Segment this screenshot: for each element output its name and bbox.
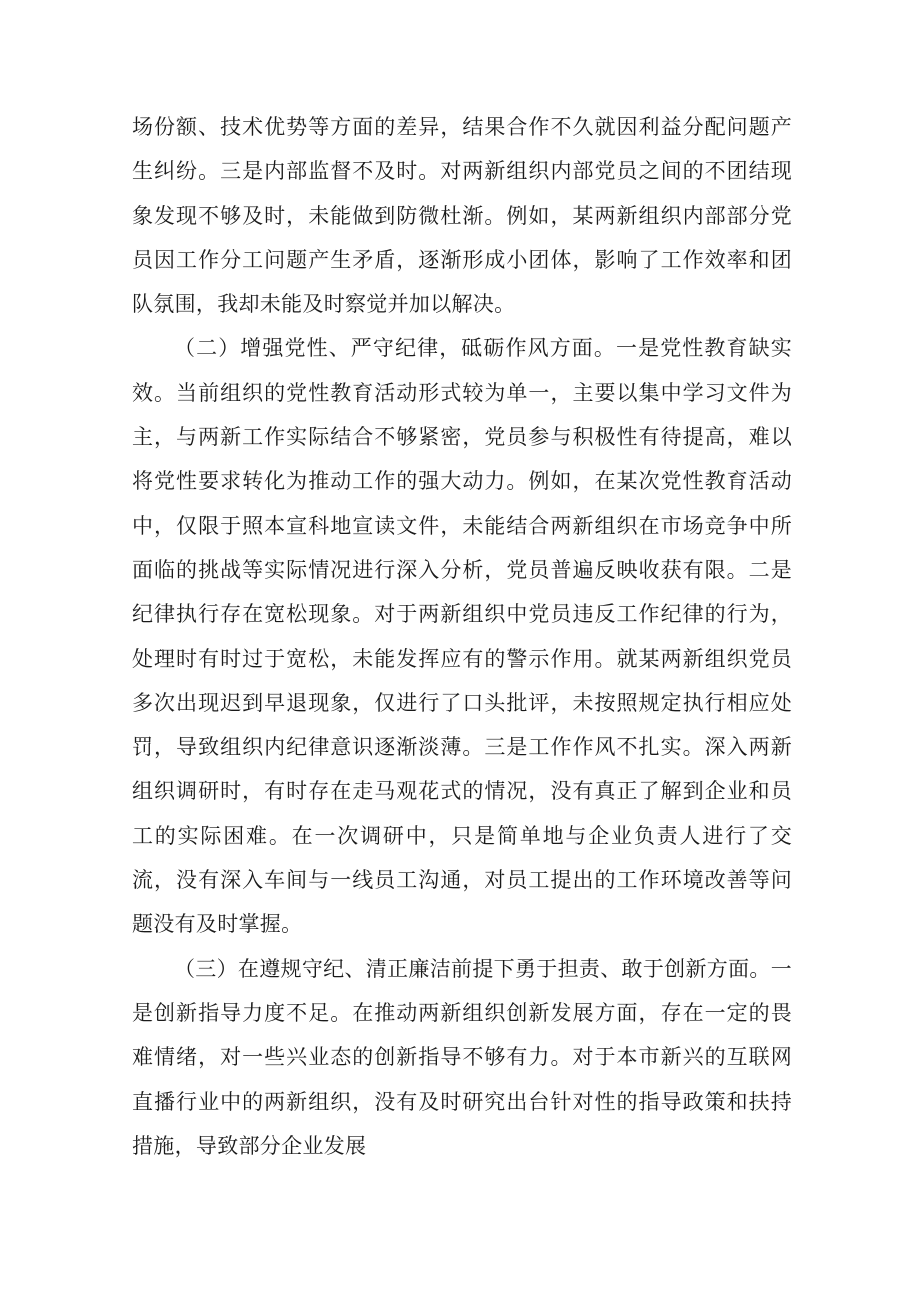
paragraph-1: 场份额、技术优势等方面的差异，结果合作不久就因利益分配问题产生纠纷。三是内部监督不及时。对两新组织内部党员之间的不团结现象发现不够及时，未能做到防微杜渐。例如，某两新组织内部部分党员因工作分工问题产生矛盾，逐渐形成小团体，影响了工作效率和团队氛围，我却未能及时察觉并加以解决。 [132, 115, 792, 317]
document-body [132, 105, 792, 1168]
paragraph-3: （三）在遵规守纪、清正廉洁前提下勇于担责、敢于创新方面。一是创新指导力度不足。在推动两新组织创新发展方面，存在一定的畏难情绪，对一些兴业态的创新指导不够有力。对于本市新兴的互联网直播行业中的两新组织，没有及时研究出台针对性的指导政策和扶持措施，导致部分企业发展 [132, 956, 792, 1158]
paragraph-2: （二）增强党性、严守纪律，砥砺作风方面。一是党性教育缺实效。当前组织的党性教育活动形式较为单一，主要以集中学习文件为主，与两新工作实际结合不够紧密，党员参与积极性有待提高，难以将党性要求转化为推动工作的强大动力。例如，在某次党性教育活动中，仅限于照本宣科地宣读文件，未能结合两新组织在市场竞争中所面临的挑战等实际情况进行深入分析，党员普遍反映收获有限。二是纪律执行存在宽松现象。对于两新组织中党员违反工作纪律的行为，处理时有时过于宽松，未能发挥应有的警示作用。就某两新组织党员多次出现迟到早退现象，仅进行了口头批评，未按照规定执行相应处罚，导致组织内纪律意识逐渐淡薄。三是工作作风不扎实。深入两新组织调研时，有时存在走马观花式的情况，没有真正了解到企业和员工的实际困难。在一次调研中，只是简单地与企业负责人进行了交流，没有深入车间与一线员工沟通，对员工提出的工作环境改善等问题没有及时掌握。 [132, 336, 792, 937]
